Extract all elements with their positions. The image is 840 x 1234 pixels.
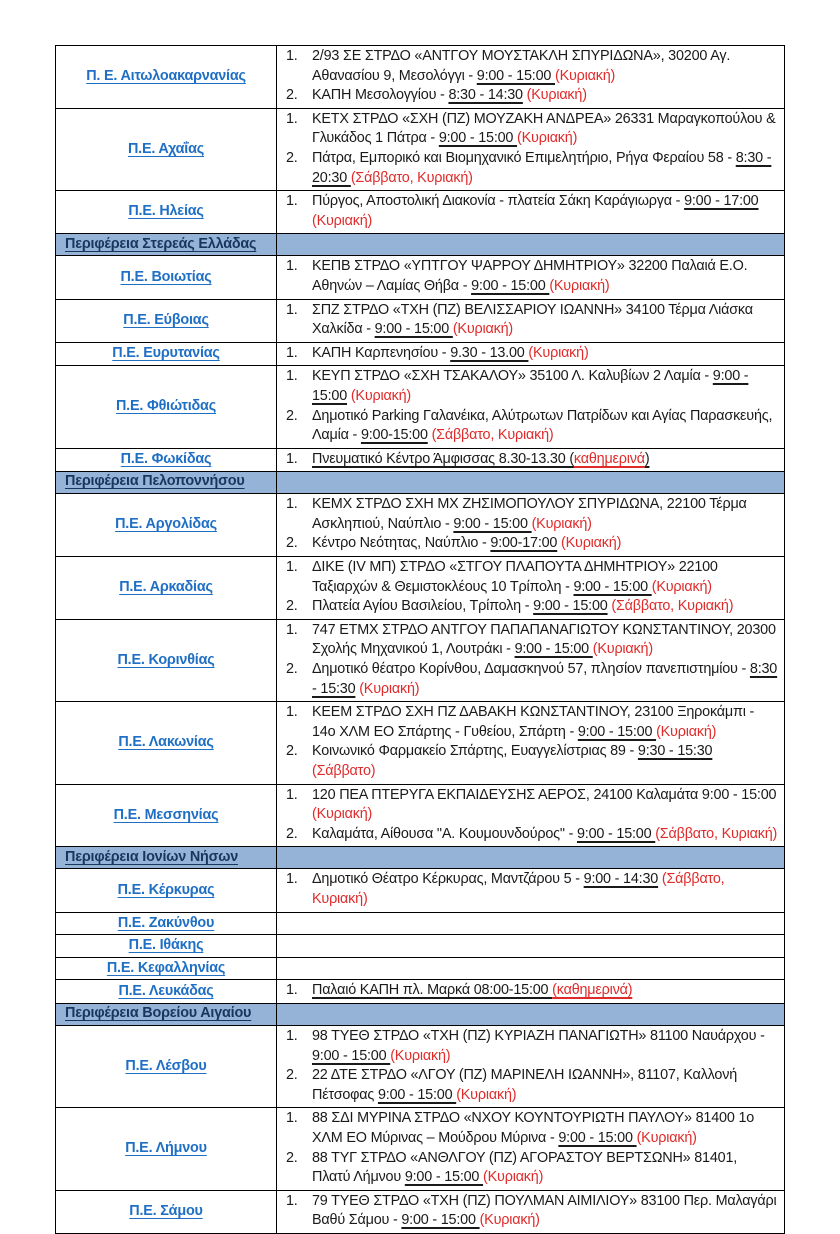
item-number: 1. (286, 344, 298, 361)
item-number: 1. (286, 786, 298, 803)
location-item (286, 621, 779, 660)
region-label: Π.Ε. Ηλείας (128, 203, 204, 220)
schedule-table-body (56, 46, 785, 1234)
item-number: 2. (286, 535, 298, 552)
item-text: 22 ΔΤΕ ΣΤΡΔΟ «ΛΓΟΥ (ΠΖ) ΜΑΡΙΝΕΛΗ ΙΩΑΝΝΗ», 81107, Καλλονή Πέτσοφας 9:00 - 15:00 (Κυριακή) (312, 1067, 738, 1103)
region-label: Π.Ε. Λακωνίας (118, 734, 214, 751)
location-item (286, 1027, 779, 1066)
region-cell (56, 619, 277, 701)
location-item (286, 47, 779, 86)
region-cell (56, 46, 277, 109)
item-text: Δημοτικό Parking Γαλανέικα, Αλύτρωτων Πατρίδων και Αγίας Παρασκευής, Λαμία - 9:00-15:00 (Σάββατο, Κυριακή) (312, 407, 773, 444)
location-list-cell (277, 299, 785, 342)
location-item (286, 703, 779, 742)
location-item (286, 597, 779, 617)
region-label: Π.Ε. Κέρκυρας (117, 881, 215, 898)
region-row (56, 869, 785, 912)
region-cell (56, 935, 277, 958)
item-number: 2. (286, 661, 298, 678)
item-number: 1. (286, 559, 298, 576)
item-number: 2. (286, 87, 298, 104)
item-number: 1. (286, 621, 298, 638)
item-number: 1. (286, 982, 298, 999)
item-text: 88 ΣΔΙ ΜΥΡΙΝΑ ΣΤΡΔΟ «ΝΧΟΥ ΚΟΥΝΤΟΥΡΙΩΤΗ ΠΑΥΛΟΥ» 81400 1ο ΧΛΜ ΕΟ Μύρινας – Μούδρου Μύρινα - 9:00 - 15:00 (Κυριακή) (312, 1110, 755, 1146)
region-label: Π.Ε. Κορινθίας (117, 651, 215, 668)
region-row (56, 935, 785, 958)
region-cell (56, 191, 277, 234)
location-item (286, 192, 779, 231)
item-text: 98 ΤΥΕΘ ΣΤΡΔΟ «ΤΧΗ (ΠΖ) ΚΥΡΙΑΖΗ ΠΑΝΑΓΙΩΤΗ» 81100 Ναυάρχου - 9:00 - 15:00 (Κυριακή) (312, 1027, 765, 1064)
section-header-cell (56, 1003, 277, 1025)
section-label: Περιφέρεια Βορείου Αιγαίου (65, 1005, 252, 1022)
schedule-table (55, 45, 785, 1234)
location-list-cell (277, 702, 785, 784)
section-header-cell (56, 472, 277, 494)
region-label: Π.Ε. Αργολίδας (115, 516, 217, 533)
region-row (56, 191, 785, 234)
region-row (56, 912, 785, 935)
location-list-cell (277, 784, 785, 847)
item-text: ΚΕΕΜ ΣΤΡΔΟ ΣΧΗ ΠΖ ΔΑΒΑΚΗ ΚΩΝΣΤΑΝΤΙΝΟΥ, 23100 Ξηροκάμπι - 14ο ΧΛΜ ΕΟ Σπάρτης - Γυθείου, Σπάρτη - 9:00 - 15:00 (Κυριακή) (312, 704, 755, 740)
item-text: Κέντρο Νεότητας, Ναύπλιο - 9:00-17:00 (Κυριακή) (312, 535, 622, 552)
region-label: Π.Ε. Λήμνου (125, 1140, 207, 1157)
location-list-cell (277, 448, 785, 472)
region-row (56, 1108, 785, 1190)
region-label: Π.Ε. Φθιώτιδας (115, 398, 216, 415)
region-row (56, 256, 785, 299)
location-item (286, 257, 779, 296)
region-cell (56, 1025, 277, 1107)
region-cell (56, 1190, 277, 1233)
location-item (286, 786, 779, 825)
region-row (56, 342, 785, 366)
region-label: Π.Ε. Σάμου (129, 1202, 203, 1219)
section-header-row (56, 1003, 785, 1025)
region-row (56, 299, 785, 342)
location-item (286, 1192, 779, 1231)
item-text: 120 ΠΕΑ ΠΤΕΡΥΓΑ ΕΚΠΑΙΔΕΥΣΗΣ ΑΕΡΟΣ, 24100 Καλαμάτα 9:00 - 15:00 (Κυριακή) (312, 786, 777, 823)
item-text: Καλαμάτα, Αίθουσα "Α. Κουμουνδούρος" - 9:00 - 15:00 (Σάββατο, Κυριακή) (312, 825, 778, 842)
region-row (56, 1190, 785, 1233)
item-text: Δημοτικό θέατρο Κορίνθου, Δαμασκηνού 57, πλησίον πανεπιστημίου - 8:30 - 15:30 (Κυριακή) (312, 661, 778, 697)
section-header-filler-cell (277, 472, 785, 494)
region-row (56, 557, 785, 620)
item-text: Παλαιό ΚΑΠΗ πλ. Μαρκά 08:00-15:00 (καθημερινά) (312, 982, 633, 999)
region-row (56, 1025, 785, 1107)
region-label: Π.Ε. Εύβοιας (123, 311, 209, 328)
region-row (56, 108, 785, 190)
region-label: Π.Ε. Ιθάκης (128, 937, 204, 954)
location-list-cell (277, 1025, 785, 1107)
location-item (286, 825, 779, 845)
section-label: Περιφέρεια Ιονίων Νήσων (65, 848, 239, 865)
item-number: 1. (286, 1027, 298, 1044)
item-number: 1. (286, 368, 298, 385)
region-cell (56, 912, 277, 935)
item-number: 2. (286, 598, 298, 615)
item-number: 1. (286, 110, 298, 127)
location-item (286, 495, 779, 534)
section-label: Περιφέρεια Στερεάς Ελλάδας (65, 235, 257, 252)
location-item (286, 742, 779, 781)
section-header-cell (56, 234, 277, 256)
region-row (56, 366, 785, 448)
location-item (286, 301, 779, 340)
location-item (286, 407, 779, 446)
item-text: Κοινωνικό Φαρμακείο Σπάρτης, Ευαγγελίστριας 89 - 9:30 - 15:30 (Σάββατο) (312, 743, 713, 779)
item-text: Πάτρα, Εμπορικό και Βιομηχανικό Επιμελητήριο, Ρήγα Φεραίου 58 - 8:30 - 20:30 (Σάββατο, Κυριακή) (312, 149, 772, 186)
region-cell (56, 256, 277, 299)
region-cell (56, 299, 277, 342)
location-item (286, 1066, 779, 1105)
region-row (56, 494, 785, 557)
region-label: Π.Ε. Λευκάδας (118, 982, 214, 999)
location-list-cell (277, 1190, 785, 1233)
item-text: ΚΕΤΧ ΣΤΡΔΟ «ΣΧΗ (ΠΖ) ΜΟΥΖΑΚΗ ΑΝΔΡΕΑ» 26331 Μαραγκοπούλου & Γλυκάδος 1 Πάτρα - 9:00 - 15:00 (Κυριακή) (312, 110, 776, 147)
region-cell (56, 784, 277, 847)
region-row (56, 702, 785, 784)
region-row (56, 980, 785, 1004)
location-list-cell (277, 108, 785, 190)
item-text: Πύργος, Αποστολική Διακονία - πλατεία Σάκη Καράγιωργα - 9:00 - 17:00 (Κυριακή) (312, 193, 759, 229)
item-number: 2. (286, 1067, 298, 1084)
location-item (286, 534, 779, 554)
location-list-cell (277, 256, 785, 299)
item-number: 1. (286, 704, 298, 721)
region-label: Π.Ε. Αχαΐας (127, 140, 205, 157)
location-item (286, 344, 779, 364)
location-list-cell (277, 557, 785, 620)
region-label: Π.Ε. Ζακύνθου (117, 914, 215, 931)
location-list-cell (277, 980, 785, 1004)
item-number: 2. (286, 407, 298, 424)
region-label: Π.Ε. Μεσσηνίας (113, 806, 219, 823)
item-number: 1. (286, 48, 298, 64)
region-row (56, 784, 785, 847)
location-list-cell (277, 935, 785, 958)
item-number: 1. (286, 871, 298, 888)
location-list-cell (277, 191, 785, 234)
item-text: ΔΙΚΕ (IV ΜΠ) ΣΤΡΔΟ «ΣΤΓΟΥ ΠΛΑΠΟΥΤΑ ΔΗΜΗΤΡΙΟΥ» 22100 Ταξιαρχών & Θεμιστοκλέους 10 Τρίπολη - 9:00 - 15:00 (Κυριακή) (312, 559, 718, 595)
region-cell (56, 869, 277, 912)
region-cell (56, 366, 277, 448)
region-label: Π. Ε. Αιτωλοακαρνανίας (86, 68, 246, 85)
location-list-cell (277, 342, 785, 366)
item-text: ΚΑΠΗ Καρπενησίου - 9.30 - 13.00 (Κυριακή) (312, 344, 589, 361)
region-label: Π.Ε. Ευρυτανίας (112, 345, 220, 362)
region-row (56, 957, 785, 980)
item-text: Πνευματικό Κέντρο Άμφισσας 8.30-13.30 (καθημερινά) (312, 450, 650, 467)
item-text: ΚΑΠΗ Μεσολογγίου - 8:30 - 14:30 (Κυριακή) (312, 87, 587, 104)
item-number: 1. (286, 450, 298, 467)
region-cell (56, 1108, 277, 1190)
location-list-cell (277, 46, 785, 109)
section-header-row (56, 472, 785, 494)
region-cell (56, 448, 277, 472)
item-text: ΣΠΖ ΣΤΡΔΟ «ΤΧΗ (ΠΖ) ΒΕΛΙΣΣΑΡΙΟΥ ΙΩΑΝΝΗ» 34100 Τέρμα Λιάσκα Χαλκίδα - 9:00 - 15:00 (Κυριακή) (312, 301, 753, 338)
item-number: 1. (286, 193, 298, 210)
location-list-cell (277, 1108, 785, 1190)
region-label: Π.Ε. Λέσβου (125, 1057, 207, 1074)
section-header-filler-cell (277, 234, 785, 256)
location-item (286, 558, 779, 597)
location-list-cell (277, 366, 785, 448)
item-text: ΚΕΠΒ ΣΤΡΔΟ «ΥΠΤΓΟΥ ΨΑΡΡΟΥ ΔΗΜΗΤΡΙΟΥ» 32200 Παλαιά Ε.Ο. Αθηνών – Λαμίας Θήβα - 9:00 - 15:00 (Κυριακή) (312, 258, 748, 294)
item-text: 2/93 ΣΕ ΣΤΡΔΟ «ΑΝΤΓΟΥ ΜΟΥΣΤΑΚΛΗ ΣΠΥΡΙΔΩΝΑ», 30200 Αγ. Αθανασίου 9, Μεσολόγγι - 9:00 - 15:00 (Κυριακή) (312, 48, 731, 84)
item-text: Πλατεία Αγίου Βασιλείου, Τρίπολη - 9:00 - 15:00 (Σάββατο, Κυριακή) (312, 598, 734, 615)
region-row (56, 46, 785, 109)
region-cell (56, 342, 277, 366)
item-text: Δημοτικό Θέατρο Κέρκυρας, Μαντζάρου 5 - 9:00 - 14:30 (Σάββατο, Κυριακή) (312, 871, 725, 907)
section-header-cell (56, 847, 277, 869)
location-list-cell (277, 912, 785, 935)
region-row (56, 448, 785, 472)
item-number: 1. (286, 1110, 298, 1127)
region-label: Π.Ε. Φωκίδας (120, 451, 212, 468)
region-cell (56, 980, 277, 1004)
location-item (286, 870, 779, 909)
item-number: 1. (286, 496, 298, 513)
location-list-cell (277, 619, 785, 701)
location-item (286, 450, 779, 470)
region-label: Π.Ε. Κεφαλληνίας (106, 959, 226, 976)
location-item (286, 86, 779, 106)
item-text: ΚΕΜΧ ΣΤΡΔΟ ΣΧΗ ΜΧ ΖΗΣΙΜΟΠΟΥΛΟΥ ΣΠΥΡΙΔΩΝΑ, 22100 Τέρμα Ασκληπιού, Ναύπλιο - 9:00 - 15:00 (Κυριακή) (312, 496, 747, 532)
item-number: 1. (286, 301, 298, 318)
location-item (286, 1109, 779, 1148)
location-item (286, 367, 779, 406)
section-header-filler-cell (277, 847, 785, 869)
item-number: 2. (286, 825, 298, 842)
region-label: Π.Ε. Αρκαδίας (119, 579, 213, 596)
location-item (286, 981, 779, 1001)
region-cell (56, 494, 277, 557)
item-number: 1. (286, 258, 298, 275)
item-number: 2. (286, 743, 298, 760)
item-text: 79 ΤΥΕΘ ΣΤΡΔΟ «ΤΧΗ (ΠΖ) ΠΟΥΛΜΑΝ ΑΙΜΙΛΙΟΥ» 83100 Περ. Μαλαγάρι Βαθύ Σάμου - 9:00 - 15:00 (Κυριακή) (312, 1192, 777, 1229)
location-item (286, 660, 779, 699)
location-item (286, 1149, 779, 1188)
location-list-cell (277, 494, 785, 557)
region-label: Π.Ε. Βοιωτίας (120, 268, 212, 285)
section-label: Περιφέρεια Πελοποννήσου (65, 473, 245, 490)
section-header-row (56, 847, 785, 869)
location-list-cell (277, 869, 785, 912)
item-number: 1. (286, 1192, 298, 1209)
item-number: 2. (286, 149, 298, 166)
region-row (56, 619, 785, 701)
region-cell (56, 557, 277, 620)
section-header-row (56, 234, 785, 256)
item-text: 88 ΤΥΓ ΣΤΡΔΟ «ΑΝΘΛΓΟΥ (ΠΖ) ΑΓΟΡΑΣΤΟΥ ΒΕΡΤΣΩΝΗ» 81401, Πλατύ Λήμνου 9:00 - 15:00 (Κυριακή) (312, 1149, 738, 1186)
region-cell (56, 957, 277, 980)
item-text: ΚΕΥΠ ΣΤΡΔΟ «ΣΧΗ ΤΣΑΚΑΛΟΥ» 35100 Λ. Καλυβίων 2 Λαμία - 9:00 - 15:00 (Κυριακή) (312, 368, 749, 404)
item-number: 2. (286, 1149, 298, 1166)
location-item (286, 149, 779, 188)
region-cell (56, 702, 277, 784)
region-cell (56, 108, 277, 190)
section-header-filler-cell (277, 1003, 785, 1025)
item-text: 747 ΕΤΜΧ ΣΤΡΔΟ ΑΝΤΓΟΥ ΠΑΠΑΠΑΝΑΓΙΩΤΟΥ ΚΩΝΣΤΑΝΤΙΝΟΥ, 20300 Σχολής Μηχανικού 1, Λουτράκι - 9:00 - 15:00 (Κυριακή) (312, 621, 776, 658)
location-list-cell (277, 957, 785, 980)
location-item (286, 110, 779, 149)
